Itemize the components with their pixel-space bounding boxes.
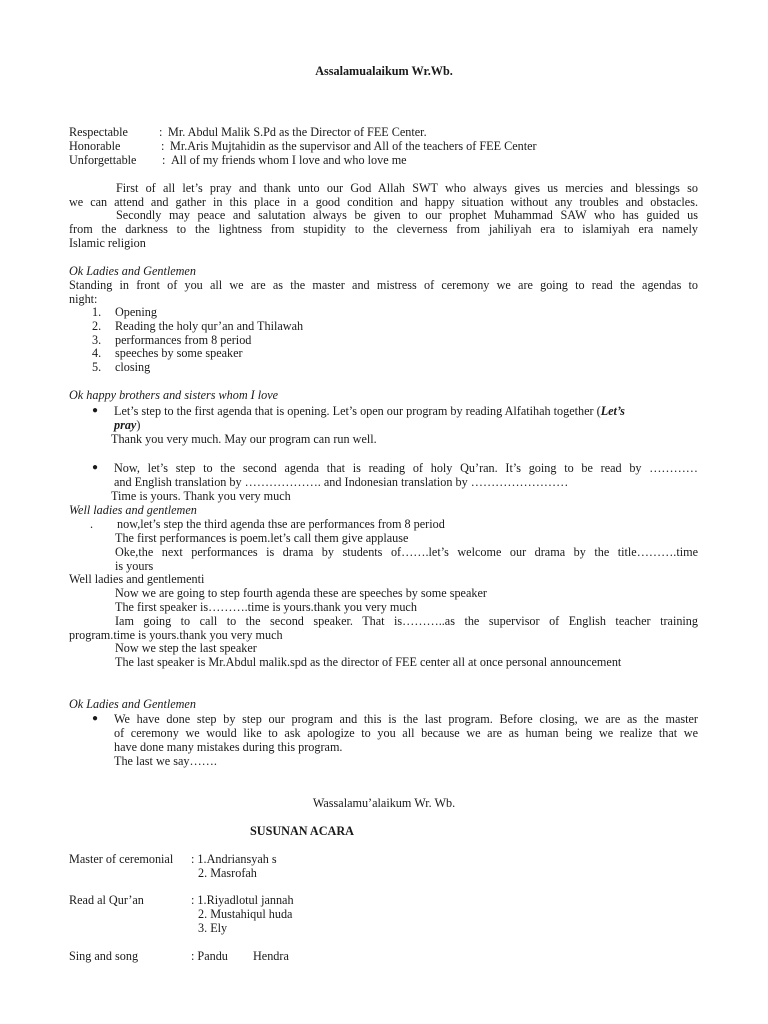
greeting-sep: :: [162, 153, 166, 167]
list-number: 3.: [92, 333, 102, 347]
schedule-label: Master of ceremonial: [69, 852, 174, 866]
list-item: performances from 8 period: [115, 333, 252, 347]
paragraph-line: now,let’s step the third agenda thse are performances from 8 period: [117, 517, 445, 531]
paragraph-line: We have done step by step our program and this is the last program. Before closing, we are as the master: [114, 712, 698, 726]
paragraph-line: The last we say…….: [114, 754, 217, 768]
paragraph-line: [114, 404, 625, 418]
section-heading: Ok happy brothers and sisters whom I love: [69, 388, 279, 402]
list-number: 1.: [92, 305, 102, 319]
schedule-value: : 1.Riyadlotul jannah: [191, 893, 294, 907]
paragraph-line: Iam going to call to the second speaker. That is………..as the supervisor of English teacher training: [115, 614, 698, 628]
section-heading: Ok Ladies and Gentlemen: [69, 264, 196, 278]
paragraph-line: night:: [69, 292, 98, 306]
schedule-value: : 1.Andriansyah s: [191, 852, 277, 866]
list-item: closing: [115, 360, 151, 374]
bullet-icon: ●: [92, 462, 99, 473]
paragraph-line: The last speaker is Mr.Abdul malik.spd as the director of FEE center all at once personal announcement: [115, 655, 622, 669]
paragraph-line: Thank you very much. May our program can run well.: [111, 432, 377, 446]
list-number: 5.: [92, 360, 102, 374]
paragraph-line: [114, 418, 140, 432]
list-item: Opening: [115, 305, 157, 319]
paragraph-line: Oke,the next performances is drama by students of…….let’s welcome our drama by the title……….time: [115, 545, 698, 559]
page-title: Assalamualaikum Wr.Wb.: [315, 64, 453, 78]
emphasis-text: pray: [114, 418, 137, 432]
schedule-value: 2. Masrofah: [198, 866, 257, 880]
paragraph-line: and English translation by ………………. and Indonesian translation by ……………………: [114, 475, 569, 489]
paragraph-line: The first speaker is……….time is yours.thank you very much: [115, 600, 417, 614]
paragraph-line: Now we step the last speaker: [115, 641, 257, 655]
paragraph-line: we can attend and gather in this place in a good condition and happy situation without any troubles and obstacles.: [69, 195, 698, 209]
greeting-text: Mr.Aris Mujtahidin as the supervisor and All of the teachers of FEE Center: [170, 139, 537, 153]
paragraph-line: Islamic religion: [69, 236, 146, 250]
section-heading: Well ladies and gentlemen: [69, 503, 197, 517]
list-marker: .: [90, 517, 94, 531]
paragraph-line: Secondly may peace and salutation always be given to our prophet Muhammad SAW who has guided us: [116, 208, 698, 222]
greeting-sep: :: [161, 139, 165, 153]
paragraph-line: Now we are going to step fourth agenda these are speeches by some speaker: [115, 586, 487, 600]
schedule-value: 3. Ely: [198, 921, 228, 935]
schedule-title: SUSUNAN ACARA: [250, 824, 354, 838]
list-item: speeches by some speaker: [115, 346, 243, 360]
greeting-role: Unforgettable: [69, 153, 137, 167]
paragraph-line: First of all let’s pray and thank unto our God Allah SWT who always gives us mercies and blessings so: [116, 181, 698, 195]
paragraph-line: from the darkness to the lightness from stupidity to the cleverness from jahiliyah era to islamiyah era namely: [69, 222, 698, 236]
paragraph-line: Now, let’s step to the second agenda that is reading of holy Qu’ran. It’s going to be read by …………: [114, 461, 698, 475]
bullet-icon: ●: [92, 713, 99, 724]
paragraph-line: Time is yours. Thank you very much: [111, 489, 291, 503]
schedule-value: 2. Mustahiqul huda: [198, 907, 293, 921]
paragraph-line: Standing in front of you all we are as the master and mistress of ceremony we are going to read the agendas to: [69, 278, 698, 292]
paragraph-line: is yours: [115, 559, 154, 573]
list-number: 2.: [92, 319, 102, 333]
paragraph-line: of ceremony we would like to ask apologize to you all because we are as human being we realize that we: [114, 726, 698, 740]
list-number: 4.: [92, 346, 102, 360]
schedule-value: Hendra: [253, 949, 289, 963]
farewell-text: Wassalamu’alaikum Wr. Wb.: [312, 796, 456, 810]
schedule-label: Sing and song: [69, 949, 139, 963]
greeting-text: Mr. Abdul Malik S.Pd as the Director of FEE Center.: [168, 125, 427, 139]
emphasis-text: Let’s: [600, 404, 625, 418]
paragraph-line: The first performances is poem.let’s call them give applause: [115, 531, 409, 545]
paragraph-text: Let’s step to the first agenda that is opening. Let’s open our program by reading Alfatihah together (: [114, 404, 601, 418]
section-heading: Ok Ladies and Gentlemen: [69, 697, 196, 711]
section-heading: Well ladies and gentlementi: [69, 572, 205, 586]
greeting-sep: :: [159, 125, 163, 139]
bullet-icon: ●: [92, 405, 99, 416]
paragraph-text: ): [136, 418, 141, 432]
greeting-role: Honorable: [69, 139, 121, 153]
schedule-label: Read al Qur’an: [69, 893, 144, 907]
schedule-value: : Pandu: [191, 949, 228, 963]
greeting-role: Respectable: [69, 125, 128, 139]
list-item: Reading the holy qur’an and Thilawah: [115, 319, 304, 333]
paragraph-line: have done many mistakes during this program.: [114, 740, 343, 754]
greeting-text: All of my friends whom I love and who love me: [171, 153, 407, 167]
paragraph-line: program.time is yours.thank you very much: [69, 628, 283, 642]
